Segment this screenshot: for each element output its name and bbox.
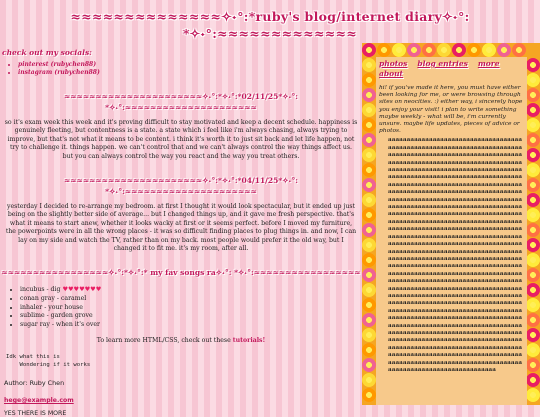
flower-icon — [526, 298, 540, 312]
flower-icon — [526, 118, 540, 132]
learn-more-text — [0, 337, 362, 344]
email-link[interactable]: hege@example.com — [4, 397, 74, 405]
flower-icon — [362, 358, 376, 372]
flower-icon — [362, 178, 376, 192]
flower-icon — [526, 223, 540, 237]
main-content — [0, 48, 362, 417]
learn-more-prefix: To learn more HTML/CSS, check out these — [96, 337, 233, 345]
post-body: so it's exam week this week and it's proving difficult to stay motivated and keep a decent schedule. happiness is genuinely fleeting, but contentness is a state. a state which i feel like i'm always chasing, always trying to improve, but that's not what it means to be content. i think it's worth it to just sit back and let life happen, not try to challenge it. things happen. we can't control that and we can't always control the way things affect us. but you can always control the way you react and the way you treat others. — [4, 119, 358, 160]
flower-icon — [422, 43, 436, 57]
sidebar — [362, 43, 540, 405]
social-link-instagram[interactable]: • instagram (rubychen88) — [18, 69, 362, 77]
flower-icon — [526, 88, 540, 102]
flower-icon — [392, 43, 406, 57]
flower-icon — [362, 118, 376, 132]
flower-icon — [526, 283, 540, 297]
flower-icon — [526, 193, 540, 207]
code-snippet: Idk what this is Wondering if it works — [6, 354, 91, 368]
sidebar-nav — [376, 57, 527, 79]
flower-icon — [467, 43, 481, 57]
flower-icon — [362, 268, 376, 282]
flower-icon — [526, 148, 540, 162]
social-link-pinterest[interactable]: • pinterest (rubychen88) — [18, 61, 362, 69]
flower-icon — [482, 43, 496, 57]
flower-icon — [362, 208, 376, 222]
flower-icon — [526, 58, 540, 72]
flower-icon — [362, 298, 376, 312]
flower-icon — [362, 133, 376, 147]
flower-icon — [497, 43, 511, 57]
flower-icon — [512, 43, 526, 57]
flower-icon — [526, 268, 540, 282]
flower-icon — [526, 253, 540, 267]
socials-list — [18, 61, 362, 77]
flower-icon — [362, 238, 376, 252]
songs-list — [10, 286, 362, 329]
flower-icon — [362, 328, 376, 342]
header — [0, 8, 540, 42]
flower-icon — [362, 388, 376, 402]
flower-icon — [526, 103, 540, 117]
sidebar-filler-text: aaaaaaaaaaaaaaaaaaaaaaaaaaaaaaaaaaaaaaaaaaaaaaaaaaaaaaaaaaaaaaaaaaaaaaaaaaaaaaaaaaaaaaaaaaaaaaaaaaaaaaaaaaaaaaaaaaaaaaaaaaaaaaaaaaaaaaaaaaaaaaaaaaaaaaaaaaaaaaaaaaaaaaaaaaaaaaaaaaaaaaaaaaaaaaaaaaaaaaaaaaaaaaaaaaaaaaaaaaaaaaaaaaaaaaaaaaaaaaaaaaaaaaaaaaaaaaaaaaaaaaaaaaaaaaaaaaaaaaaaaaaaaaaaaaaaaaaaaaaaaaaaaaaaaaaaaaaaaaaaaaaaaaaaaaaaaaaaaaaaaaaaaaaaaaaaaaaaaaaaaaaaaaaaaaaaaaaaaaaaaaaaaaaaaaaaaaaaaaaaaaaaaaaaaaaaaaaaaaaaaaaaaaaaaaaaaaaaaaaaaaaaaaaaaaaaaaaaaaaaaaaaaaaaaaaaaaaaaaaaaaaaaaaaaaaaaaaaaaaaaaaaaaaaaaaaaaaaaaaaaaaaaaaaaaaaaaaaaaaaaaaaaaaaaaaaaaaaaaaaaaaaaaaaaaaaaaaaaaaaaaaaaaaaaaaaaaaaaaaaaaaaaaaaaaaaaaaaaaaaaaaaaaaaaaaaaaaaaaaaaaaaaaaaaaaaaaaaaaaaaaaaaaaaaaaaaaaaaaaaaaaaaaaaaaaaaaaaaaaaaaaaaaaaaaaaaaaaaaaaaaaaaaaaaaaaaaaaaaaaaaaaaaaaaaaaaaaaaaaaaaaaaaaaaaaaaaaaaaaaaaaaaaaaaaaaaaaaaaaaaaaaaaaaaaaaaaaaaaaaaaaaaaaaaaaaaaaaaaaaaaaaaaaaaaaaaaaaaaaaaaaaaaaaaaaaaaaaaaaaaaaaaaaaaaaaaaaaaaaaaaaaaaaaaaaaaaaaaaaaaaaaaaaaaaaaaaaaaaaaaaaaaaaaaaaaaaaaaaaaaaaaaaaaaaaaaaaaaaaaaaaaaaaaaaaaaaaaaaaaaaaaaaaaaaaaaaaaaaaaaaaaaaaaaaaaaaaaaaaaaaaaaaaaaaaaaaaaaaaaaaaaaaaaaaaaaaaaaaaaaaaaaaaaaaaaaaaaaaaaaaaaaaaaaaaaaaaaaaaaaaaaaaaaaaaaaaaaaaaaaaaaa — [388, 137, 523, 374]
flower-icon — [437, 43, 451, 57]
post-date-heading: ≈≈≈≈≈≈≈≈≈≈≈≈≈≈≈≈≈≈≈≈≈≈✧˖°:*✧˖°:*04/11/25*✧˖°: *✧˖°:≈≈≈≈≈≈≈≈≈≈≈≈≈≈≈≈≈≈≈≈≈ — [63, 176, 299, 197]
flower-icon — [526, 313, 540, 327]
flower-icon — [362, 223, 376, 237]
flower-icon — [362, 193, 376, 207]
flower-icon — [362, 73, 376, 87]
flower-icon — [526, 163, 540, 177]
socials-heading: check out my socials: — [2, 48, 92, 57]
song-item — [20, 286, 362, 295]
flower-icon — [526, 343, 540, 357]
song-item: • sublime - garden grove — [20, 312, 362, 321]
flower-icon — [452, 43, 466, 57]
flower-icon — [526, 133, 540, 147]
flower-icon — [526, 178, 540, 192]
flower-icon — [526, 73, 540, 87]
flower-icon — [526, 208, 540, 222]
flower-icon — [362, 343, 376, 357]
flower-icon — [526, 238, 540, 252]
post-date-heading: ≈≈≈≈≈≈≈≈≈≈≈≈≈≈≈≈≈≈≈≈≈≈✧˖°:*✧˖°:*02/11/25*✧˖°: *✧˖°:≈≈≈≈≈≈≈≈≈≈≈≈≈≈≈≈≈≈≈≈≈ — [63, 92, 299, 112]
sidebar-panel — [376, 57, 527, 405]
flower-icon — [362, 103, 376, 117]
flower-icon — [526, 358, 540, 372]
flower-icon — [362, 88, 376, 102]
nav-link-blog-entries[interactable]: blog entries — [417, 59, 468, 68]
nav-link-more-about[interactable]: more about — [379, 59, 500, 78]
flower-icon — [526, 328, 540, 342]
songs-heading: ≈≈≈≈≈≈≈≈≈≈≈≈≈≈≈≈≈✧˖°:*✧˖°:* my fav songs ra✧˖°: *✧˖°:≈≈≈≈≈≈≈≈≈≈≈≈≈≈≈≈≈ — [1, 268, 361, 278]
flower-icon — [362, 253, 376, 267]
flower-icon — [377, 43, 391, 57]
sidebar-intro: hi! if you've made it here, you must have either been looking for me, or were browsing through sites on neocities. :) either way, i sincerely hope you enjoy your visit! i plan to write something maybe weekly - what will be, i'm currently unsure. maybe life updates, pieces of advice or photos. — [379, 85, 523, 135]
heart-icon: ♥♥♥♥♥♥♥ — [62, 286, 102, 294]
nav-link-photos[interactable]: photos — [379, 59, 408, 68]
song-item: • inhaler - your house — [20, 304, 362, 313]
more-text: YES THERE IS MORE — [4, 410, 67, 417]
flower-icon — [362, 313, 376, 327]
song-item: • conan gray - caramel — [20, 295, 362, 304]
flower-icon — [362, 148, 376, 162]
page-title: ≈≈≈≈≈≈≈≈≈≈≈≈≈≈✧˖°:*ruby's blog/internet diary✧˖°: *✧˖°:≈≈≈≈≈≈≈≈≈≈≈≈≈ — [70, 9, 470, 41]
flower-icon — [407, 43, 421, 57]
flower-icon — [362, 373, 376, 387]
flower-icon — [526, 388, 540, 402]
flower-icon — [362, 283, 376, 297]
flower-icon — [362, 43, 376, 57]
flower-icon — [362, 163, 376, 177]
tutorials-link[interactable]: tutorials! — [232, 337, 266, 345]
song-item: • sugar ray - when it's over — [20, 321, 362, 330]
author-line: Author: Ruby Chen — [4, 379, 65, 388]
post-body: yesterday I decided to re-arrange my bedroom. at first I thought it would look spectacular, but it ended up just being on the slightly better side of average... but I changed things up, and it gave me fresh perspective. that's what it means to start anew, whether it looks wacky at first or it seems perfect. before I moved my furniture, the powerpoints were in all the wrong places - it was so difficult finding places to plug things in. and now, I can lay on my side and watch the TV, rather than on my back. most people would prefer it the old way, but I changed it to fit me. it's my room, after all. — [5, 203, 357, 253]
flower-icon — [526, 373, 540, 387]
flower-icon — [362, 58, 376, 72]
song-title: incubus - dig — [20, 286, 61, 294]
